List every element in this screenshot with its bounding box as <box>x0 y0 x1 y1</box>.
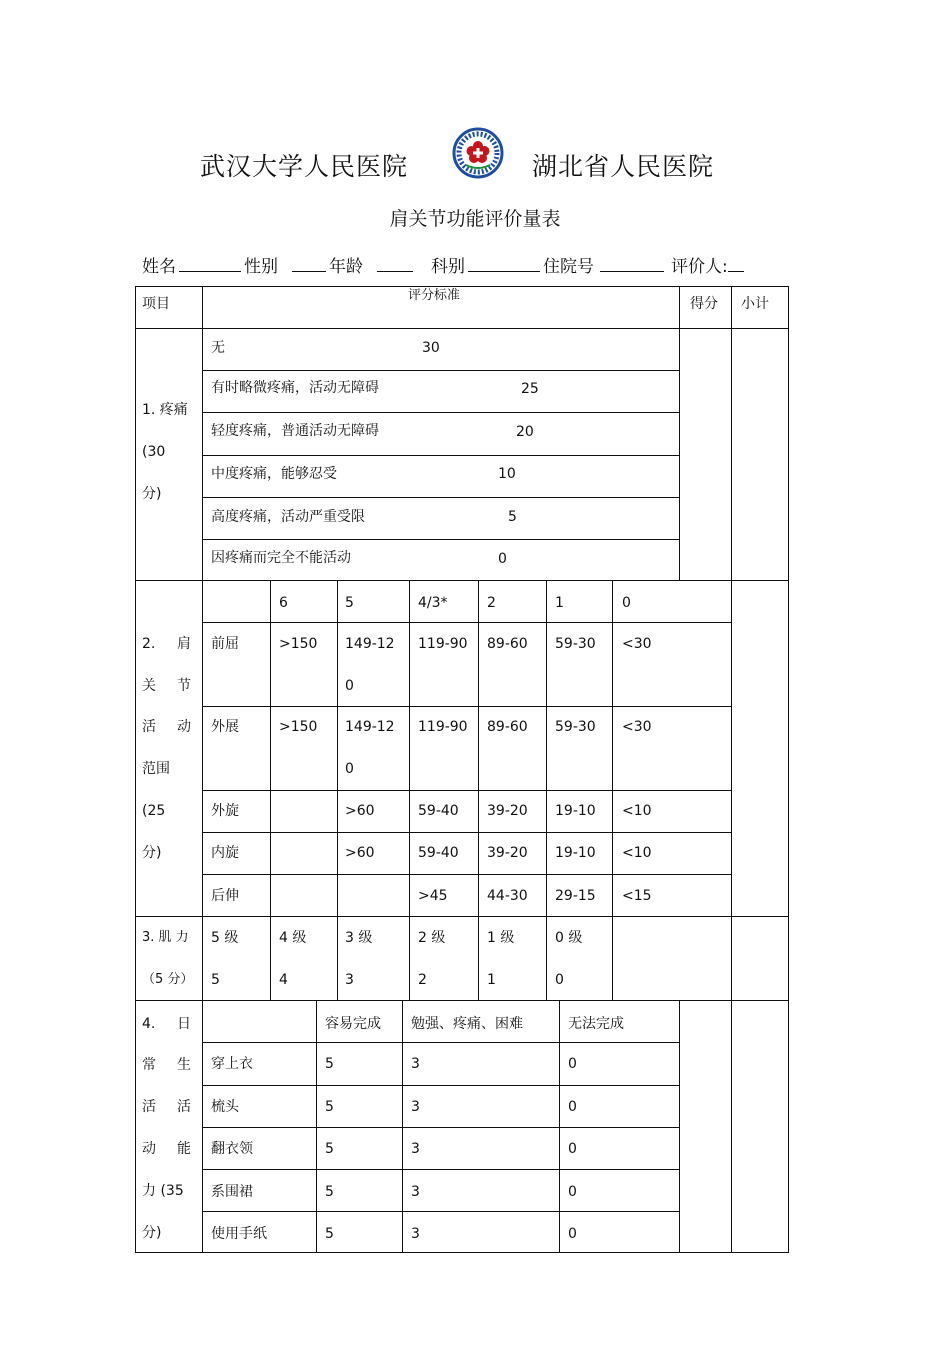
rom-label-line: 关 <box>142 678 156 694</box>
strength-score: 2 <box>418 972 427 988</box>
adl-label-line: 动 <box>142 1141 156 1157</box>
rom-cell: 59-40 <box>418 845 459 861</box>
rom-cell: 39-20 <box>487 803 528 819</box>
age-field[interactable] <box>377 254 413 272</box>
rom-movement-name: 前屈 <box>211 636 239 652</box>
strength-score: 3 <box>345 972 354 988</box>
adl-cell: 3 <box>411 1184 420 1200</box>
rom-cell: 59-40 <box>418 803 459 819</box>
rom-score-header: 4/3* <box>418 595 448 611</box>
rom-movement-name: 外旋 <box>211 803 239 819</box>
rom-cell: >60 <box>345 845 375 861</box>
rom-score-header: 1 <box>555 595 564 611</box>
adl-label-line: 分) <box>142 1225 162 1241</box>
rom-label-line: (25 <box>142 803 166 819</box>
rom-score-header: 0 <box>622 595 631 611</box>
gender-label: 性别 <box>244 257 278 277</box>
adl-subtotal-cell[interactable] <box>732 1001 788 1252</box>
adl-label-line: 力 (35 <box>142 1183 184 1199</box>
header-score: 得分 <box>690 296 718 312</box>
name-field[interactable] <box>179 254 241 272</box>
rom-cell: 119-90 <box>418 719 468 735</box>
rom-cell: 149-12 <box>345 719 395 735</box>
rom-label-line: 节 <box>177 678 191 694</box>
rom-cell: 29-15 <box>555 888 596 904</box>
name-label: 姓名 <box>142 257 176 277</box>
evaluator-field[interactable] <box>728 254 744 272</box>
adl-cell: 0 <box>568 1099 577 1115</box>
rom-label-line: 动 <box>177 719 191 735</box>
strength-grade: 5 级 <box>211 930 239 946</box>
adl-cell: 5 <box>325 1184 334 1200</box>
dept-label: 科别 <box>431 257 465 277</box>
pain-score: 20 <box>516 424 534 440</box>
document-header <box>0 125 950 195</box>
strength-score: 1 <box>487 972 496 988</box>
adl-cell: 5 <box>325 1141 334 1157</box>
rom-cell: >150 <box>279 636 318 652</box>
rom-cell: <30 <box>622 636 652 652</box>
pain-desc: 有时略微疼痛，活动无障碍 <box>211 380 379 396</box>
adl-cell: 3 <box>411 1099 420 1115</box>
gender-field[interactable] <box>292 254 326 272</box>
pain-desc: 轻度疼痛，普通活动无障碍 <box>211 423 379 439</box>
rom-movement-name: 外展 <box>211 719 239 735</box>
rom-label-line: 肩 <box>177 636 191 652</box>
strength-grade: 0 级 <box>555 930 583 946</box>
adl-task-name: 使用手纸 <box>211 1226 267 1242</box>
pain-desc: 无 <box>211 340 225 356</box>
pain-score: 25 <box>521 381 539 397</box>
rom-movement-name: 内旋 <box>211 845 239 861</box>
adl-cell: 5 <box>325 1226 334 1242</box>
pain-desc: 因疼痛而完全不能活动 <box>211 550 351 566</box>
rom-cell: 59-30 <box>555 719 596 735</box>
rom-cell: 19-10 <box>555 803 596 819</box>
adl-cell: 3 <box>411 1056 420 1072</box>
pain-label-line: (30 <box>142 444 166 460</box>
adl-label-line: 日 <box>177 1016 191 1032</box>
admission-field[interactable] <box>600 254 664 272</box>
rom-cell: <10 <box>622 803 652 819</box>
rom-cell: <30 <box>622 719 652 735</box>
rom-cell-wrap: 0 <box>345 678 354 694</box>
dept-field[interactable] <box>468 254 540 272</box>
rom-cell: >45 <box>418 888 448 904</box>
adl-cell: 5 <box>325 1099 334 1115</box>
evaluator-label: 评价人: <box>671 257 728 277</box>
rom-cell: 59-30 <box>555 636 596 652</box>
strength-grade: 3 级 <box>345 930 373 946</box>
header-standard: 评分标准 <box>408 288 461 303</box>
adl-task-name: 穿上衣 <box>211 1056 253 1072</box>
adl-cell: 5 <box>325 1056 334 1072</box>
adl-label-line: 能 <box>177 1141 191 1157</box>
hospital-logo <box>452 127 504 179</box>
strength-label-line: （5 分） <box>142 972 194 987</box>
strength-grade: 4 级 <box>279 930 307 946</box>
pain-label-line: 分) <box>142 486 162 502</box>
rom-score-header: 6 <box>279 595 288 611</box>
hospital-name-left: 武汉大学人民医院 <box>200 152 409 181</box>
header-subtotal: 小计 <box>741 296 769 312</box>
adl-label-line: 4. <box>142 1016 156 1032</box>
strength-grade: 2 级 <box>418 930 446 946</box>
hospital-name-right: 湖北省人民医院 <box>532 152 715 181</box>
rom-cell: <15 <box>622 888 652 904</box>
adl-task-name: 系围裙 <box>211 1184 253 1200</box>
rom-label-line: 范围 <box>142 761 170 777</box>
pain-subtotal-cell[interactable] <box>732 329 788 580</box>
adl-task-name: 梳头 <box>211 1099 239 1115</box>
adl-cell: 3 <box>411 1226 420 1242</box>
admission-label: 住院号 <box>543 257 594 277</box>
pain-score: 10 <box>498 466 516 482</box>
rom-subtotal-cell[interactable] <box>732 581 788 916</box>
adl-header: 无法完成 <box>568 1016 624 1032</box>
adl-label-line: 活 <box>177 1099 191 1115</box>
adl-cell: 0 <box>568 1056 577 1072</box>
form-title: 肩关节功能评价量表 <box>389 208 561 230</box>
rom-cell: 89-60 <box>487 719 528 735</box>
strength-score: 4 <box>279 972 288 988</box>
pain-score: 5 <box>508 509 517 525</box>
rom-cell: 119-90 <box>418 636 468 652</box>
rom-score-header: 5 <box>345 595 354 611</box>
rom-score-header: 2 <box>487 595 496 611</box>
rom-cell: 44-30 <box>487 888 528 904</box>
patient-info-line <box>142 252 747 277</box>
rom-cell: >60 <box>345 803 375 819</box>
rom-cell: 89-60 <box>487 636 528 652</box>
rom-cell: <10 <box>622 845 652 861</box>
rom-movement-name: 后伸 <box>211 888 239 904</box>
rom-cell: >150 <box>279 719 318 735</box>
strength-label-line: 3. 肌 力 <box>142 930 189 945</box>
adl-cell: 0 <box>568 1184 577 1200</box>
rom-cell: 19-10 <box>555 845 596 861</box>
pain-desc: 高度疼痛，活动严重受限 <box>211 509 365 525</box>
pain-score-cell[interactable] <box>680 329 731 580</box>
rom-label-line: 活 <box>142 719 156 735</box>
adl-cell: 3 <box>411 1141 420 1157</box>
strength-score: 0 <box>555 972 564 988</box>
adl-header: 勉强、疼痛、困难 <box>411 1016 523 1032</box>
age-label: 年龄 <box>329 257 363 277</box>
rom-cell-wrap: 0 <box>345 761 354 777</box>
pain-score: 30 <box>422 340 440 356</box>
rom-label-line: 2. <box>142 636 156 652</box>
adl-header: 容易完成 <box>325 1016 381 1032</box>
rom-cell: 149-12 <box>345 636 395 652</box>
strength-subtotal-cell[interactable] <box>732 917 788 1000</box>
adl-cell: 0 <box>568 1141 577 1157</box>
adl-label-line: 生 <box>177 1057 191 1073</box>
pain-score: 0 <box>498 551 507 567</box>
adl-cell: 0 <box>568 1226 577 1242</box>
rom-cell: 39-20 <box>487 845 528 861</box>
header-item: 项目 <box>142 296 170 312</box>
pain-desc: 中度疼痛，能够忍受 <box>211 466 337 482</box>
strength-grade: 1 级 <box>487 930 515 946</box>
strength-score: 5 <box>211 972 220 988</box>
adl-label-line: 常 <box>142 1057 156 1073</box>
pain-label-line: 1. 疼痛 <box>142 402 188 418</box>
adl-label-line: 活 <box>142 1099 156 1115</box>
rom-label-line: 分) <box>142 845 162 861</box>
adl-task-name: 翻衣领 <box>211 1141 253 1157</box>
